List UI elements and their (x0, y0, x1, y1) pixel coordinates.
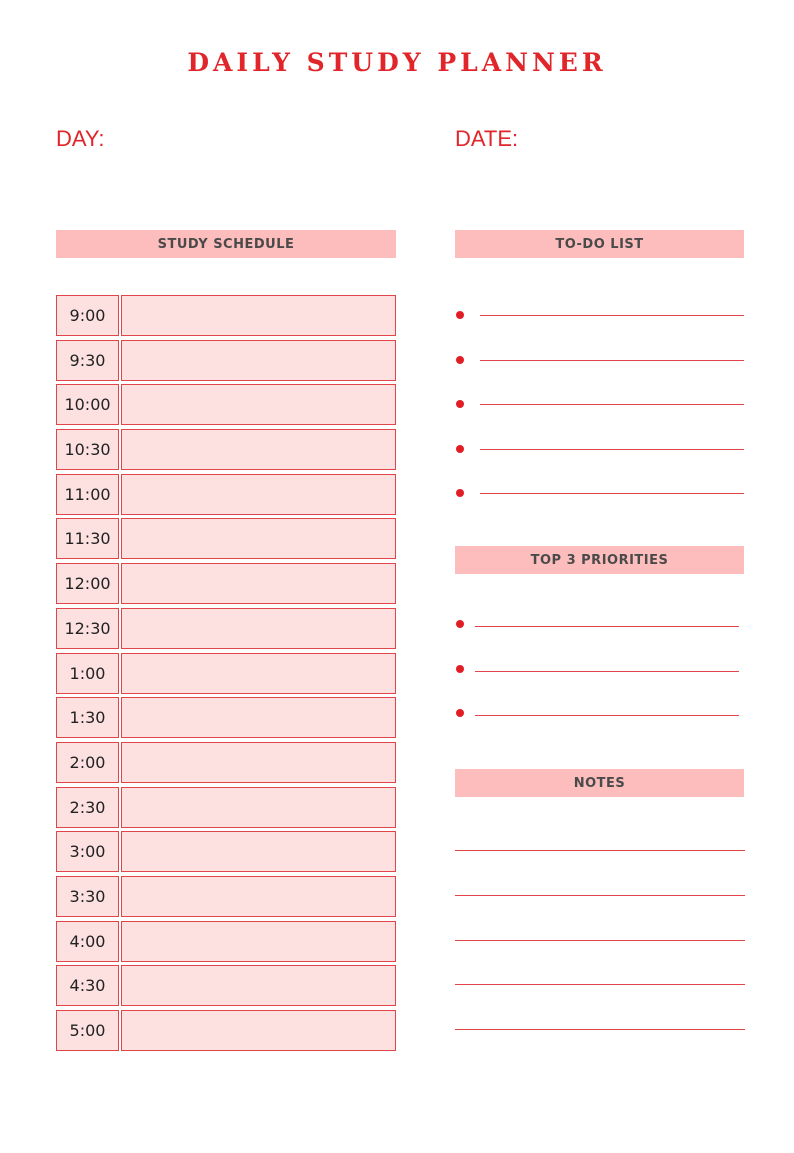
schedule-row (56, 429, 396, 470)
time-label: 4:30 (56, 965, 119, 1006)
note-line[interactable] (455, 1029, 745, 1030)
schedule-slot[interactable] (121, 518, 396, 559)
schedule-slot[interactable] (121, 921, 396, 962)
write-in-line (480, 449, 744, 450)
bullet-icon (456, 709, 464, 717)
todo-item[interactable] (455, 472, 745, 517)
schedule-slot[interactable] (121, 429, 396, 470)
todo-item[interactable] (455, 294, 745, 339)
time-label: 9:00 (56, 295, 119, 336)
bullet-icon (456, 445, 464, 453)
schedule-row (56, 384, 396, 425)
schedule-row (56, 340, 396, 381)
bullet-icon (456, 400, 464, 408)
schedule-row (56, 742, 396, 783)
schedule-slot[interactable] (121, 340, 396, 381)
time-label: 10:00 (56, 384, 119, 425)
schedule-slot[interactable] (121, 876, 396, 917)
write-in-line (475, 715, 739, 716)
time-label: 1:30 (56, 697, 119, 738)
study-schedule-header: STUDY SCHEDULE (56, 230, 396, 258)
note-line[interactable] (455, 895, 745, 896)
write-in-line (475, 626, 739, 627)
time-label: 3:30 (56, 876, 119, 917)
schedule-slot[interactable] (121, 384, 396, 425)
date-label: DATE: (455, 126, 519, 151)
schedule-row (56, 295, 396, 336)
time-label: 5:00 (56, 1010, 119, 1051)
study-schedule-table (56, 295, 396, 1055)
schedule-slot[interactable] (121, 563, 396, 604)
bullet-icon (456, 311, 464, 319)
time-label: 12:00 (56, 563, 119, 604)
schedule-row (56, 831, 396, 872)
schedule-slot[interactable] (121, 831, 396, 872)
time-label: 9:30 (56, 340, 119, 381)
time-label: 10:30 (56, 429, 119, 470)
todo-list-header: TO-DO LIST (455, 230, 744, 258)
priority-item[interactable] (455, 694, 745, 739)
write-in-line (480, 360, 744, 361)
write-in-line (480, 315, 744, 316)
schedule-slot[interactable] (121, 474, 396, 515)
schedule-row (56, 608, 396, 649)
time-label: 4:00 (56, 921, 119, 962)
time-label: 1:00 (56, 653, 119, 694)
schedule-row (56, 563, 396, 604)
notes-lines (455, 850, 745, 1074)
write-in-line (480, 493, 744, 494)
note-line[interactable] (455, 984, 745, 985)
schedule-row (56, 474, 396, 515)
notes-header: NOTES (455, 769, 744, 797)
schedule-slot[interactable] (121, 742, 396, 783)
write-in-line (475, 671, 739, 672)
time-label: 2:00 (56, 742, 119, 783)
schedule-slot[interactable] (121, 608, 396, 649)
bullet-icon (456, 356, 464, 364)
schedule-row (56, 518, 396, 559)
day-label: DAY: (56, 126, 105, 151)
schedule-row (56, 965, 396, 1006)
priority-item[interactable] (455, 605, 745, 650)
todo-item[interactable] (455, 339, 745, 384)
priorities-list (455, 605, 745, 739)
todo-list (455, 294, 745, 517)
schedule-row (56, 1010, 396, 1051)
write-in-line (480, 404, 744, 405)
note-line[interactable] (455, 940, 745, 941)
schedule-row (56, 921, 396, 962)
schedule-row (56, 876, 396, 917)
schedule-slot[interactable] (121, 965, 396, 1006)
note-line[interactable] (455, 850, 745, 851)
time-label: 3:00 (56, 831, 119, 872)
time-label: 11:00 (56, 474, 119, 515)
time-label: 11:30 (56, 518, 119, 559)
schedule-slot[interactable] (121, 697, 396, 738)
schedule-row (56, 697, 396, 738)
todo-item[interactable] (455, 428, 745, 473)
schedule-slot[interactable] (121, 653, 396, 694)
priorities-header: TOP 3 PRIORITIES (455, 546, 744, 574)
schedule-slot[interactable] (121, 295, 396, 336)
priority-item[interactable] (455, 650, 745, 695)
bullet-icon (456, 665, 464, 673)
schedule-slot[interactable] (121, 787, 396, 828)
schedule-row (56, 787, 396, 828)
todo-item[interactable] (455, 383, 745, 428)
page-title: DAILY STUDY PLANNER (187, 48, 607, 77)
schedule-slot[interactable] (121, 1010, 396, 1051)
time-label: 2:30 (56, 787, 119, 828)
bullet-icon (456, 489, 464, 497)
bullet-icon (456, 620, 464, 628)
schedule-row (56, 653, 396, 694)
time-label: 12:30 (56, 608, 119, 649)
